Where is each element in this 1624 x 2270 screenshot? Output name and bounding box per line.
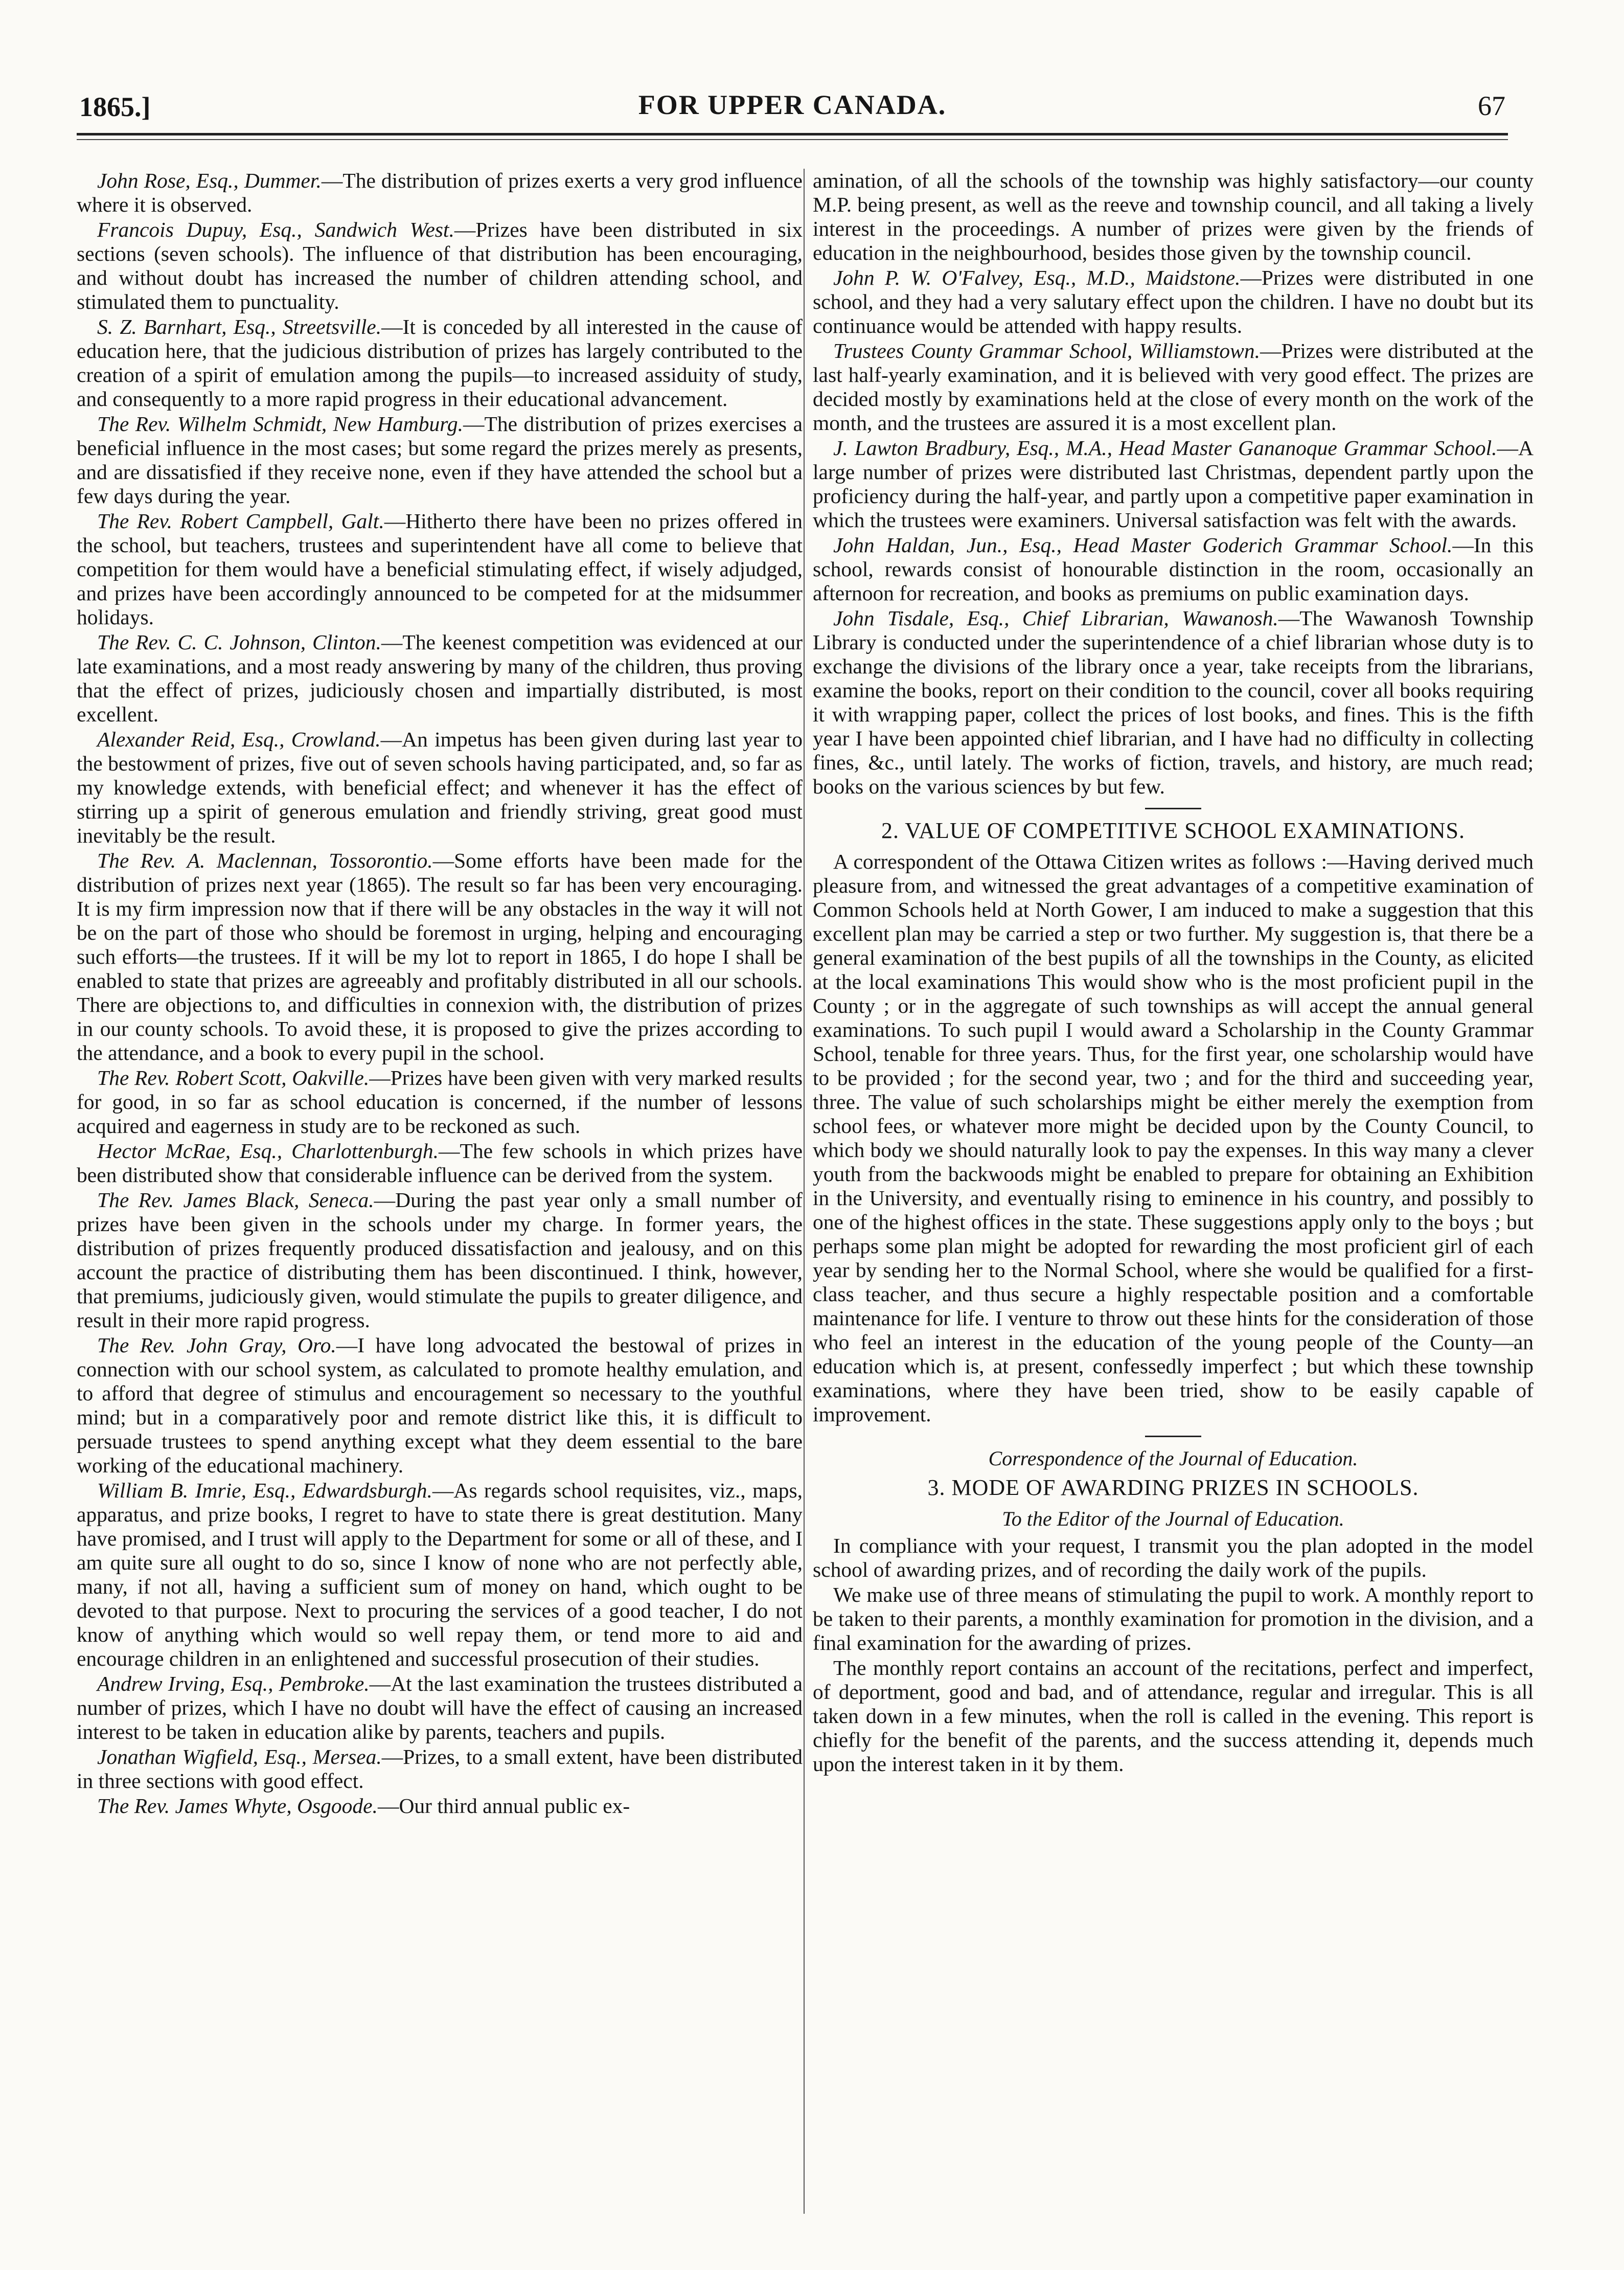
section-2-heading: 2. VALUE OF COMPETITIVE SCHOOL EXAMINATIONS.	[881, 818, 1465, 843]
report-entry: The Rev. Robert Campbell, Galt.—Hitherto there have been no prizes offered in the school, but teachers, trustees and superintendent have all come to believe that competition for them would have a beneficial stimulating effect, if wisely adjudged, and prizes have been accordingly announced to be competed for at the midsummer holidays.	[77, 509, 803, 629]
header-rule	[77, 133, 1508, 135]
section-3-paragraph: In compliance with your request, I transmit you the plan adopted in the model school of awarding prizes, and of recording the daily work of the pupils.	[813, 1534, 1534, 1581]
report-entry: The Rev. Robert Scott, Oakville.—Prizes have been given with very marked results for good, in so far as school education is concerned, if the number of lessons acquired and eagerness in study are to be reckoned as such.	[77, 1066, 803, 1138]
section-3-paragraph: The monthly report contains an account of the recitations, perfect and imperfect, of deportment, good and bad, and of attendance, regular and irregular. This is all taken down in a few minutes, when the roll is called in the evening. This report is chiefly for the benefit of the parents, and the success attending it, depends much upon the interest taken in it by them.	[813, 1656, 1534, 1776]
report-entry: The Rev. A. Maclennan, Tossorontio.—Some efforts have been made for the distribution of prizes next year (1865). The result so far has been very encouraging. It is my firm impression now that if there will be any obstacles in the way it will not be on the part of those who should be foremost in urging, helping and encouraging such efforts—the trustees. If it will be my lot to report in 1865, I do hope I shall be enabled to state that prizes are agreeably and profitably distributed in all our schools. There are objections to, and difficulties in connexion with, the distribution of prizes in our county schools. To avoid these, it is proposed to give the prizes according to the attendance, and a book to every pupil in the school.	[77, 849, 803, 1064]
report-entry: The Rev. John Gray, Oro.—I have long advocated the bestowal of prizes in connection with our school system, as calculated to promote healthy emulation, and to afford that degree of stimulus and encouragement so necessary to the youthful mind; but in a comparatively poor and remote district like this, it is difficult to persuade trustees to spend anything except what they deem essential to the bare working of the educational machinery.	[77, 1333, 803, 1477]
header-year: 1865.]	[79, 92, 151, 122]
report-entry: John Tisdale, Esq., Chief Librarian, Wawanosh.—The Wawanosh Township Library is conducted under the superintendence of a chief librarian whose duty is to exchange the divisions of the library once a year, take receipts from the librarians, examine the books, report on their condition to the council, cover all books requiring it with wrapping paper, collect the prices of lost books, and fines. This is the fifth year I have been appointed chief librarian, and I have had no difficulty in collecting fines, &c., until lately. The works of fiction, travels, and history, are much read; books on the various sciences by but few.	[813, 606, 1534, 798]
report-entry: The Rev. James Whyte, Osgoode.—Our third annual public ex-	[97, 1794, 630, 1818]
report-entry: The Rev. Wilhelm Schmidt, New Hamburg.—The distribution of prizes exercises a beneficial influence in the most cases; but some regard the prizes merely as presents, and are dissatisfied if they receive none, even if they have attended the school but a few days during the year.	[77, 412, 803, 508]
report-entry: Jonathan Wigfield, Esq., Mersea.—Prizes, to a small extent, have been distributed in three sections with good effect.	[77, 1745, 803, 1792]
report-entry: S. Z. Barnhart, Esq., Streetsville.—It is conceded by all interested in the cause of education here, that the judicious distribution of prizes has largely contributed to the creation of a spirit of emulation among the pupils—to increased assiduity of study, and consequently to a more rapid progress in their educational advancement.	[77, 315, 803, 411]
report-entry: John Rose, Esq., Dummer.—The distribution of prizes exerts a very grod influence where it is observed.	[77, 169, 803, 216]
header-title: FOR UPPER CANADA.	[638, 89, 947, 120]
column-divider	[804, 169, 805, 2214]
report-entry: Hector McRae, Esq., Charlottenburgh.—The few schools in which prizes have been distributed show that considerable influence can be derived from the system.	[77, 1139, 803, 1187]
report-entry: Andrew Irving, Esq., Pembroke.—At the last examination the trustees distributed a number of prizes, which I have no doubt will have the effect of causing an increased interest to be taken in education alike by parents, teachers and pupils.	[77, 1672, 803, 1743]
section-2-paragraph: A correspondent of the Ottawa Citizen writes as follows :—Having derived much pleasure from, and witnessed the great advantages of a competitive examination of Common Schools held at North Gower, I am induced to make a suggestion that this excellent plan may be carried a step or two further. My suggestion is, that there be a general examination of the best pupils of all the townships in the County, as elicited at the local examinations This would show who is the most proficient pupil in the County ; or in the aggregate of such townships as will accept the annual general examinations. To such pupil I would award a Scholarship in the County Grammar School, tenable for three years. Thus, for the first year, one scholarship would have to be provided ; for the second year, two ; and for the third and succeeding year, three. The value of such scholarships might be either merely the exemption from school fees, or whatever more might be decided upon by the County Council, to which body we should naturally look to pay the expenses. In this way many a clever youth from the backwoods might be enabled to prepare for obtaining an Exhibition in the University, and eventually rising to eminence in his country, and possibly to one of the highest offices in the state. These suggestions apply only to the boys ; but perhaps some plan might be adopted for rewarding the most proficient girl of each year by sending her to the Normal School, where she would be qualified for a first-class teacher, and thus secure a highly respectable position and a comfortable maintenance for life. I venture to throw out these hints for the consideration of those who feel an interest in the education of the young people of the County—an education which is, at present, confessedly imperfect ; but which these township examinations, where they have been tried, show to be easily capable of improvement.	[813, 850, 1534, 1426]
report-entry: William B. Imrie, Esq., Edwardsburgh.—As regards school requisites, viz., maps, apparatus, and prize books, I regret to have to state there is great destitution. Many have promised, and I trust will apply to the Department for some or all of these, and I am quite sure all ought to do so, since I know of none who are not perfectly able, many, if not all, having a sufficient sum of money on hand, which ought to be devoted to that purpose. Next to procuring the services of a good teacher, I do not know of anything which would so well repay them, or tend more to aid and encourage children in an enlightened and successful prosecution of their studies.	[77, 1479, 803, 1670]
section-separator	[1145, 808, 1201, 809]
left-column	[77, 169, 803, 1819]
section-3-subheading: To the Editor of the Journal of Education.	[1002, 1507, 1344, 1530]
right-column	[813, 169, 1534, 1777]
report-entry: Alexander Reid, Esq., Crowland.—An impetus has been given during last year to the bestowment of prizes, five out of seven schools having participated, and, so far as my knowledge extends, with beneficial effect; and whenever it has the effect of stirring up a spirit of generous emulation and friendly striving, great good must inevitably be the result.	[77, 728, 803, 847]
header-rule-thin	[77, 139, 1508, 140]
section-3-heading: 3. MODE OF AWARDING PRIZES IN SCHOOLS.	[927, 1475, 1419, 1500]
report-entry: Trustees County Grammar School, Williamstown.—Prizes were distributed at the last half-yearly examination, and it is believed with very good effect. The prizes are decided mostly by examinations held at the close of every month on the work of the month, and the trustees are assured it is a most excellent plan.	[813, 339, 1534, 435]
report-entry: Francois Dupuy, Esq., Sandwich West.—Prizes have been distributed in six sections (seven schools). The influence of that distribution has been encouraging, and without doubt has increased the number of children attending school, and stimulated them to punctuality.	[77, 218, 803, 313]
section-3-paragraph: We make use of three means of stimulating the pupil to work. A monthly report to be taken to their parents, a monthly examination for promotion in the division, and a final examination for the awarding of prizes.	[813, 1583, 1534, 1654]
report-entry: J. Lawton Bradbury, Esq., M.A., Head Master Gananoque Grammar School.—A large number of prizes were distributed last Christmas, dependent partly upon the proficiency during the half-year, and partly upon a competitive paper examination in which the trustees were examiners. Universal satisfaction was felt with the awards.	[813, 436, 1534, 532]
section-separator	[1145, 1436, 1201, 1437]
report-entry: John P. W. O'Falvey, Esq., M.D., Maidstone.—Prizes were distributed in one school, and they had a very salutary effect upon the children. I have no doubt but its continuance would be attended with happy results.	[813, 266, 1534, 337]
section-3-kicker: Correspondence of the Journal of Education.	[988, 1447, 1358, 1470]
report-entry: John Haldan, Jun., Esq., Head Master Goderich Grammar School.—In this school, rewards consist of honourable distinction in the room, occasionally an afternoon for recreation, and books as premiums on public examination days.	[813, 533, 1534, 605]
report-entry: The Rev. C. C. Johnson, Clinton.—The keenest competition was evidenced at our late examinations, and a most ready answering by many of the children, thus proving that the effect of prizes, judiciously chosen and impartially distributed, is most excellent.	[77, 630, 803, 726]
running-head	[79, 86, 1505, 127]
report-entry: amination, of all the schools of the township was highly satisfactory—our county M.P. being present, as well as the reeve and township council, and all taking a lively interest in the proceedings. A number of prizes were given by the friends of education in the neighbourhood, besides those given by the township council.	[813, 169, 1534, 264]
report-entry: The Rev. James Black, Seneca.—During the past year only a small number of prizes have been given in the schools under my charge. In former years, the distribution of prizes frequently produced dissatisfaction and jealousy, and on this account the practice of distributing them has been discontinued. I think, however, that premiums, judiciously given, would stimulate the pupils to greater diligence, and result in their more rapid progress.	[77, 1188, 803, 1332]
page-number: 67	[1478, 90, 1505, 121]
